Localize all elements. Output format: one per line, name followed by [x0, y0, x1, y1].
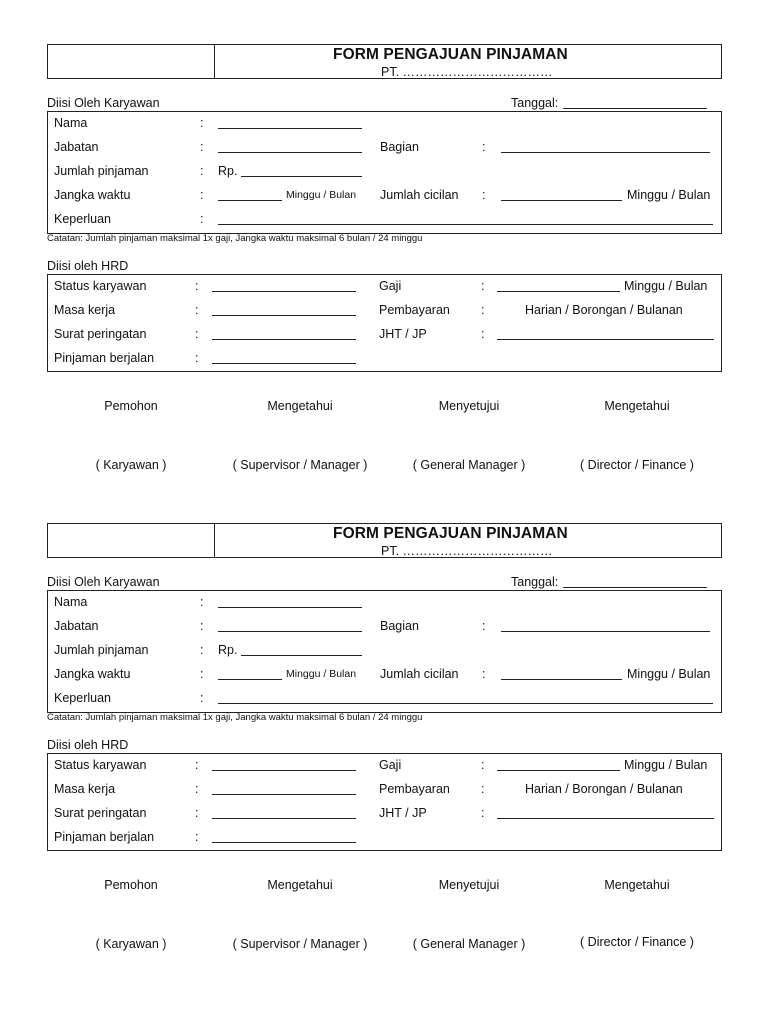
date-label: Tanggal: — [511, 96, 559, 110]
jabatan-label: Jabatan — [54, 140, 99, 154]
jangka-waktu-unit: Minggu / Bulan — [286, 189, 357, 201]
colon: : — [200, 667, 204, 681]
signature-role: Menyetujui — [438, 878, 500, 892]
keperluan-field[interactable] — [218, 692, 713, 707]
status-karyawan-label: Status karyawan — [54, 758, 147, 772]
gaji-label: Gaji — [379, 279, 402, 293]
form-title: FORM PENGAJUAN PINJAMAN — [333, 525, 568, 542]
colon: : — [200, 116, 204, 130]
signature-role: Mengetahui — [604, 878, 670, 892]
date-field[interactable] — [563, 576, 707, 591]
colon: : — [195, 758, 199, 772]
bagian-field[interactable] — [501, 141, 710, 156]
signature-name[interactable]: ( General Manager ) — [412, 937, 526, 951]
company-field[interactable]: PT. ……………………………… — [381, 544, 553, 558]
pinjaman-berjalan-field[interactable] — [212, 831, 356, 846]
jumlah-pinjaman-label: Jumlah pinjaman — [54, 164, 149, 178]
status-karyawan-field[interactable] — [212, 759, 356, 774]
colon: : — [200, 595, 204, 609]
masa-kerja-label: Masa kerja — [54, 303, 116, 317]
colon: : — [482, 140, 486, 154]
surat-peringatan-label: Surat peringatan — [54, 806, 147, 820]
hrd-section-heading: Diisi oleh HRD — [47, 259, 129, 273]
loan-application-form-2 — [0, 523, 768, 993]
signature-name[interactable]: ( Karyawan ) — [95, 937, 167, 951]
jumlah-pinjaman-label: Jumlah pinjaman — [54, 643, 149, 657]
pembayaran-label: Pembayaran — [379, 782, 450, 796]
masa-kerja-field[interactable] — [212, 783, 356, 798]
jumlah-cicilan-unit: Minggu / Bulan — [627, 667, 711, 681]
signature-role: Pemohon — [104, 878, 158, 892]
colon: : — [200, 212, 204, 226]
jht-jp-field[interactable] — [497, 807, 714, 822]
gaji-field[interactable] — [497, 759, 620, 774]
loan-limit-note: Catatan: Jumlah pinjaman maksimal 1x gaji, Jangka waktu maksimal 6 bulan / 24 minggu — [47, 233, 423, 244]
status-karyawan-label: Status karyawan — [54, 279, 147, 293]
jumlah-cicilan-field[interactable] — [501, 189, 622, 204]
jumlah-cicilan-field[interactable] — [501, 668, 622, 683]
nama-label: Nama — [54, 595, 88, 609]
company-field[interactable]: PT. ……………………………… — [381, 65, 553, 79]
signature-role: Mengetahui — [267, 878, 333, 892]
jumlah-cicilan-label: Jumlah cicilan — [380, 667, 459, 681]
jht-jp-label: JHT / JP — [379, 327, 427, 341]
colon: : — [195, 830, 199, 844]
logo-placeholder — [47, 523, 215, 558]
signature-name[interactable]: ( Director / Finance ) — [580, 935, 694, 949]
colon: : — [481, 303, 485, 317]
colon: : — [200, 643, 204, 657]
jumlah-cicilan-unit: Minggu / Bulan — [627, 188, 711, 202]
gaji-unit: Minggu / Bulan — [624, 279, 708, 293]
keperluan-label: Keperluan — [54, 212, 111, 226]
colon: : — [200, 691, 204, 705]
colon: : — [482, 667, 486, 681]
bagian-field[interactable] — [501, 620, 710, 635]
jabatan-field[interactable] — [218, 620, 362, 635]
pinjaman-berjalan-label: Pinjaman berjalan — [54, 351, 155, 365]
hrd-section-heading: Diisi oleh HRD — [47, 738, 129, 752]
colon: : — [481, 327, 485, 341]
jangka-waktu-unit: Minggu / Bulan — [286, 668, 357, 680]
jumlah-cicilan-label: Jumlah cicilan — [380, 188, 459, 202]
keperluan-field[interactable] — [218, 213, 713, 228]
colon: : — [195, 303, 199, 317]
pinjaman-berjalan-field[interactable] — [212, 352, 356, 367]
colon: : — [195, 806, 199, 820]
colon: : — [200, 164, 204, 178]
surat-peringatan-field[interactable] — [212, 807, 356, 822]
pinjaman-berjalan-label: Pinjaman berjalan — [54, 830, 155, 844]
date-field[interactable] — [563, 97, 707, 112]
form-title: FORM PENGAJUAN PINJAMAN — [333, 46, 568, 63]
surat-peringatan-field[interactable] — [212, 328, 356, 343]
employee-section-heading: Diisi Oleh Karyawan — [47, 96, 160, 110]
signature-role: Mengetahui — [267, 399, 333, 413]
colon: : — [482, 619, 486, 633]
colon: : — [481, 758, 485, 772]
signature-name[interactable]: ( Karyawan ) — [95, 458, 167, 472]
signature-name[interactable]: ( Supervisor / Manager ) — [232, 937, 368, 951]
colon: : — [482, 188, 486, 202]
colon: : — [481, 782, 485, 796]
logo-placeholder — [47, 44, 215, 79]
status-karyawan-field[interactable] — [212, 280, 356, 295]
colon: : — [481, 279, 485, 293]
colon: : — [200, 188, 204, 202]
signature-role: Pemohon — [104, 399, 158, 413]
jumlah-pinjaman-field[interactable] — [241, 644, 362, 659]
gaji-label: Gaji — [379, 758, 402, 772]
jumlah-pinjaman-field[interactable] — [241, 165, 362, 180]
colon: : — [195, 351, 199, 365]
colon: : — [195, 782, 199, 796]
jangka-waktu-label: Jangka waktu — [54, 667, 131, 681]
gaji-field[interactable] — [497, 280, 620, 295]
colon: : — [195, 279, 199, 293]
colon: : — [200, 140, 204, 154]
signature-role: Menyetujui — [438, 399, 500, 413]
jabatan-label: Jabatan — [54, 619, 99, 633]
loan-limit-note: Catatan: Jumlah pinjaman maksimal 1x gaji, Jangka waktu maksimal 6 bulan / 24 minggu — [47, 712, 423, 723]
keperluan-label: Keperluan — [54, 691, 111, 705]
loan-application-form-1 — [0, 44, 768, 514]
pembayaran-options[interactable]: Harian / Borongan / Bulanan — [525, 303, 683, 317]
masa-kerja-field[interactable] — [212, 304, 356, 319]
jht-jp-label: JHT / JP — [379, 806, 427, 820]
masa-kerja-label: Masa kerja — [54, 782, 116, 796]
nama-field[interactable] — [218, 596, 362, 611]
jabatan-field[interactable] — [218, 141, 362, 156]
signature-name[interactable]: ( Director / Finance ) — [580, 458, 694, 472]
employee-section-heading: Diisi Oleh Karyawan — [47, 575, 160, 589]
colon: : — [481, 806, 485, 820]
pembayaran-label: Pembayaran — [379, 303, 450, 317]
colon: : — [195, 327, 199, 341]
date-label: Tanggal: — [511, 575, 559, 589]
gaji-unit: Minggu / Bulan — [624, 758, 708, 772]
nama-label: Nama — [54, 116, 88, 130]
signature-name[interactable]: ( Supervisor / Manager ) — [232, 458, 368, 472]
signature-role: Mengetahui — [604, 399, 670, 413]
jangka-waktu-field[interactable] — [218, 189, 282, 204]
bagian-label: Bagian — [380, 140, 419, 154]
signature-name[interactable]: ( General Manager ) — [412, 458, 526, 472]
rp-prefix: Rp. — [218, 164, 238, 178]
jangka-waktu-field[interactable] — [218, 668, 282, 683]
colon: : — [200, 619, 204, 633]
rp-prefix: Rp. — [218, 643, 238, 657]
jangka-waktu-label: Jangka waktu — [54, 188, 131, 202]
bagian-label: Bagian — [380, 619, 419, 633]
nama-field[interactable] — [218, 117, 362, 132]
surat-peringatan-label: Surat peringatan — [54, 327, 147, 341]
pembayaran-options[interactable]: Harian / Borongan / Bulanan — [525, 782, 683, 796]
jht-jp-field[interactable] — [497, 328, 714, 343]
